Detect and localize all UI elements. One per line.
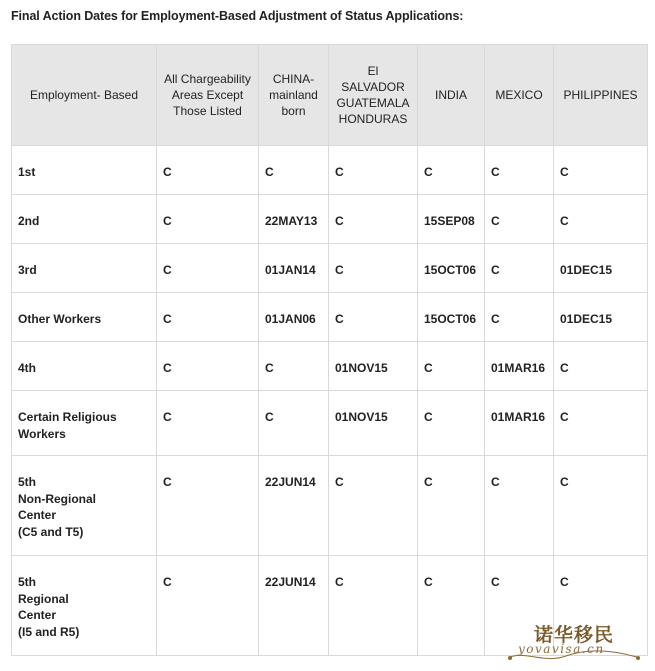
- table-cell: C: [554, 391, 648, 456]
- table-cell: 22MAY13: [259, 195, 329, 244]
- table-cell: C: [329, 293, 418, 342]
- category-cell: 2nd: [12, 195, 157, 244]
- column-header: El SALVADOR GUATEMALA HONDURAS: [329, 45, 418, 146]
- table-cell: C: [418, 456, 485, 556]
- table-cell: C: [157, 556, 259, 656]
- watermark-logo: [504, 620, 644, 668]
- table-cell: 01NOV15: [329, 391, 418, 456]
- table-cell: C: [418, 391, 485, 456]
- table-cell: C: [418, 342, 485, 391]
- table-cell: C: [554, 146, 648, 195]
- column-header: PHILIPPINES: [554, 45, 648, 146]
- table-row: [12, 456, 648, 556]
- page-title: Final Action Dates for Employment-Based Adjustment of Status Applications:: [11, 9, 464, 23]
- table-cell: 01JAN14: [259, 244, 329, 293]
- table-cell: 01MAR16: [485, 391, 554, 456]
- table-cell: 22JUN14: [259, 456, 329, 556]
- category-cell: Certain Religious Workers: [12, 391, 157, 456]
- table-cell: C: [329, 195, 418, 244]
- column-header: CHINA- mainland born: [259, 45, 329, 146]
- category-cell: 4th: [12, 342, 157, 391]
- table-cell: C: [157, 195, 259, 244]
- category-cell: 3rd: [12, 244, 157, 293]
- table-cell: C: [157, 456, 259, 556]
- category-cell: 5th Regional Center (I5 and R5): [12, 556, 157, 656]
- category-cell: 1st: [12, 146, 157, 195]
- table-cell: C: [157, 391, 259, 456]
- table-cell: 15OCT06: [418, 293, 485, 342]
- table-cell: C: [259, 391, 329, 456]
- table-cell: C: [157, 146, 259, 195]
- table-cell: C: [485, 556, 554, 656]
- table-cell: C: [554, 195, 648, 244]
- table-row: [12, 293, 648, 342]
- table-cell: C: [554, 342, 648, 391]
- watermark-chinese-text: 诺华移民: [534, 624, 615, 646]
- table-cell: C: [418, 146, 485, 195]
- table-cell: 15SEP08: [418, 195, 485, 244]
- table-cell: 15OCT06: [418, 244, 485, 293]
- column-header: All Chargeability Areas Except Those Listed: [157, 45, 259, 146]
- column-header: MEXICO: [485, 45, 554, 146]
- table-row: [12, 391, 648, 456]
- final-action-dates-table: [11, 44, 648, 656]
- table-row: [12, 146, 648, 195]
- table-cell: C: [329, 556, 418, 656]
- table-row: [12, 195, 648, 244]
- table-cell: C: [157, 342, 259, 391]
- table-cell: C: [157, 293, 259, 342]
- table-cell: C: [485, 244, 554, 293]
- table-cell: C: [259, 146, 329, 195]
- table-cell: C: [259, 342, 329, 391]
- table-cell: C: [329, 244, 418, 293]
- table-cell: C: [329, 456, 418, 556]
- column-header: Employment- Based: [12, 45, 157, 146]
- table-cell: C: [485, 195, 554, 244]
- table-row: [12, 244, 648, 293]
- table-cell: 01JAN06: [259, 293, 329, 342]
- table-cell: C: [554, 456, 648, 556]
- table-cell: C: [157, 244, 259, 293]
- table-cell: 01NOV15: [329, 342, 418, 391]
- column-header: INDIA: [418, 45, 485, 146]
- table-header-row: [12, 45, 648, 146]
- table-cell: 01DEC15: [554, 293, 648, 342]
- table-cell: C: [485, 456, 554, 556]
- table-cell: C: [418, 556, 485, 656]
- table-cell: 01MAR16: [485, 342, 554, 391]
- table-cell: C: [554, 556, 648, 656]
- table-cell: C: [485, 146, 554, 195]
- table-cell: C: [485, 293, 554, 342]
- table-cell: 22JUN14: [259, 556, 329, 656]
- category-cell: 5th Non-Regional Center (C5 and T5): [12, 456, 157, 556]
- table-row: [12, 342, 648, 391]
- category-cell: Other Workers: [12, 293, 157, 342]
- table-cell: 01DEC15: [554, 244, 648, 293]
- table-cell: C: [329, 146, 418, 195]
- watermark-url-text: yovavisa.cn: [518, 642, 605, 656]
